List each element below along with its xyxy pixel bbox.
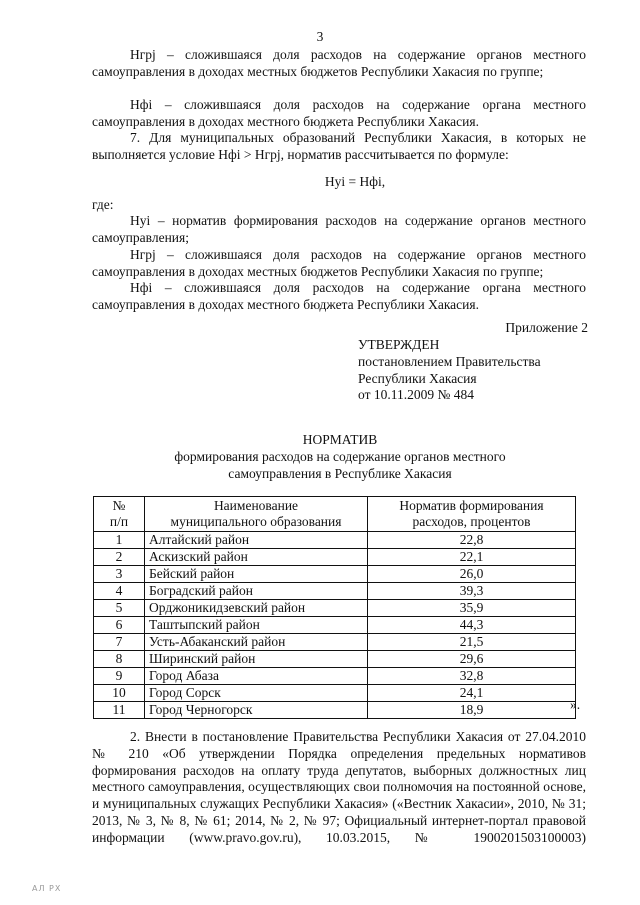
header-value — [368, 497, 576, 532]
row-value: 35,9 — [368, 600, 576, 617]
row-value: 32,8 — [368, 668, 576, 685]
title-heading: НОРМАТИВ — [302, 432, 378, 447]
approval-block — [358, 337, 541, 404]
table-row — [94, 702, 576, 719]
header-number-line-1: № — [112, 498, 126, 513]
row-value: 26,0 — [368, 566, 576, 583]
row-name: Таштыпский район — [145, 617, 368, 634]
appendix-label: Приложение 2 — [505, 320, 588, 335]
table-header-row — [94, 497, 576, 532]
paragraph-item-7: 7. Для муниципальных образований Республики Хакасия, в которых не выполняется условие Нфi > Нгрj, норматив рассчитывается по формуле: — [92, 130, 586, 162]
norm-table — [93, 496, 576, 719]
row-number: 7 — [94, 634, 145, 651]
paragraph-nui-definition: Нуi – норматив формирования расходов на содержание органов местного самоуправления; — [92, 213, 586, 245]
row-name: Орджоникидзевский район — [145, 600, 368, 617]
paragraph-section-2: 2. Внести в постановление Правительства Республики Хакасия от 27.04.2010 № 210 «Об утверждении Порядка определения предельных нормативов формирования расходов на оплату труда депутатов, выборных должностных лиц местного самоуправления, осуществляющих свои полномочия на постоянной основе, и муниципальных служащих Республики Хакасия» («Вестник Хакасии», 2010, № 31; 2013, № 3, № 8, № 61; 2014, № 2, № 97; Официальный интернет-портал правовой информации (www.pravo.gov.ru), 10.03.2015, № 1900201503100003) — [92, 729, 586, 845]
table-row — [94, 634, 576, 651]
row-number: 5 — [94, 600, 145, 617]
header-value-line-2: расходов, процентов — [412, 514, 531, 529]
table-row — [94, 617, 576, 634]
row-number: 2 — [94, 549, 145, 566]
row-name: Алтайский район — [145, 532, 368, 549]
approved-heading: УТВЕРЖДЕН — [358, 337, 440, 352]
footer-mark: АЛ РХ — [32, 884, 62, 893]
row-value: 22,8 — [368, 532, 576, 549]
title-line-2: самоуправления в Республике Хакасия — [228, 465, 452, 481]
page-number: 3 — [316, 29, 324, 44]
table-title — [0, 432, 640, 482]
row-number: 8 — [94, 651, 145, 668]
row-number: 10 — [94, 685, 145, 702]
row-value: 39,3 — [368, 583, 576, 600]
row-value: 21,5 — [368, 634, 576, 651]
header-name-line-2: муниципального образования — [170, 514, 342, 529]
table-row — [94, 651, 576, 668]
row-name: Город Черногорск — [145, 702, 368, 719]
table-row — [94, 685, 576, 702]
paragraph-nfi-definition-2: Нфi – сложившаяся доля расходов на содержание органа местного самоуправления в доходах местного бюджета Республики Хакасия. — [92, 280, 586, 312]
paragraph-nfi-definition: Нфi – сложившаяся доля расходов на содержание органа местного самоуправления в доходах местного бюджета Республики Хакасия. — [92, 97, 586, 129]
row-value: 22,1 — [368, 549, 576, 566]
header-value-line-1: Норматив формирования — [399, 498, 544, 513]
table-row — [94, 549, 576, 566]
table-row — [94, 532, 576, 549]
row-name: Аскизский район — [145, 549, 368, 566]
header-number — [94, 497, 145, 532]
table-row — [94, 668, 576, 685]
row-number: 1 — [94, 532, 145, 549]
row-name: Ширинский район — [145, 651, 368, 668]
closing-quote-mark: ». — [570, 697, 581, 712]
row-name: Город Абаза — [145, 668, 368, 685]
row-name: Город Сорск — [145, 685, 368, 702]
approved-line-1: постановлением Правительства — [358, 353, 541, 369]
paragraph-ngr-definition-2: Нгрj – сложившаяся доля расходов на содержание органов местного самоуправления в доходах местных бюджетов Республики Хакасия по группе; — [92, 247, 586, 279]
row-name: Боградский район — [145, 583, 368, 600]
header-number-line-2: п/п — [109, 514, 129, 529]
header-name — [145, 497, 368, 532]
row-value: 29,6 — [368, 651, 576, 668]
row-number: 3 — [94, 566, 145, 583]
row-value: 18,9 — [368, 702, 576, 719]
table-row — [94, 600, 576, 617]
row-value: 44,3 — [368, 617, 576, 634]
approved-line-3: от 10.11.2009 № 484 — [358, 387, 474, 403]
row-number: 11 — [94, 702, 145, 719]
row-number: 4 — [94, 583, 145, 600]
title-line-1: формирования расходов на содержание органов местного — [174, 448, 506, 464]
header-name-line-1: Наименование — [213, 498, 299, 513]
row-name: Бейский район — [145, 566, 368, 583]
row-name: Усть-Абаканский район — [145, 634, 368, 651]
formula: Нуi = Нфi, — [324, 174, 386, 189]
row-number: 9 — [94, 668, 145, 685]
paragraph-ngr-definition: Нгрj – сложившаяся доля расходов на содержание органов местного самоуправления в доходах местных бюджетов Республики Хакасия по группе; — [92, 47, 586, 79]
row-value: 24,1 — [368, 685, 576, 702]
table-row — [94, 566, 576, 583]
where-label: где: — [92, 197, 114, 212]
table-row — [94, 583, 576, 600]
approved-line-2: Республики Хакасия — [358, 370, 477, 386]
row-number: 6 — [94, 617, 145, 634]
